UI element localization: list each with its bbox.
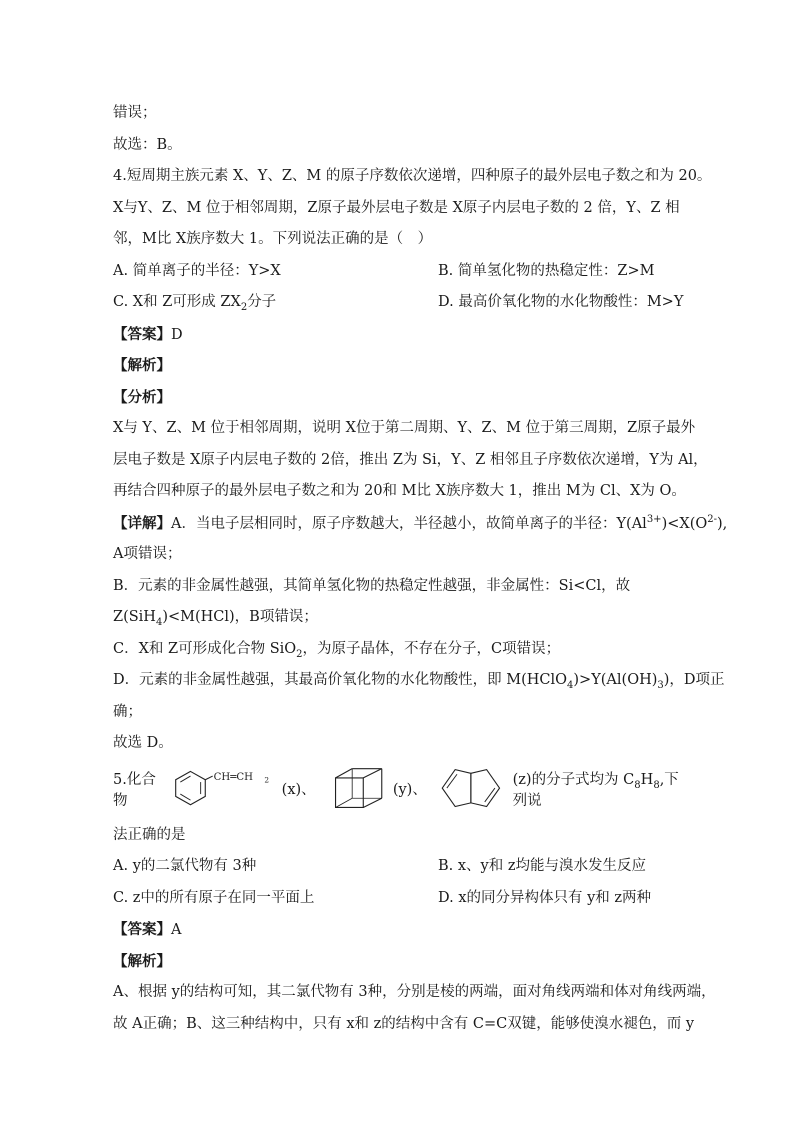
q4-fenxi-line-1: X与 Y、Z、M 位于相邻周期，说明 X位于第二周期、Y、Z、M 位于第三周期，Z原子最外 — [113, 420, 696, 436]
q4-detail-a-line-2: A项错误； — [113, 546, 182, 562]
q4-detail-d-line-1: D．元素的非金属性越强，其最高价氧化物的水化物酸性，即 $M(HClO_4)>Y(Al(OH)_3)$，D项正 — [113, 672, 725, 691]
answer-value: A — [171, 922, 182, 938]
q5-stem-line-2: 法正确的是 — [113, 826, 186, 843]
q4-option-b: B. 简单氢化物的热稳定性：Z>M — [438, 262, 655, 279]
q4-detail-d-line-2: 确； — [113, 703, 142, 720]
q4-choose: 故选 D。 — [113, 735, 173, 751]
q5-options-row-1 — [113, 851, 693, 883]
svg-text:2: 2 — [264, 775, 270, 785]
bicyclic-diene-structure-icon — [433, 766, 509, 812]
q4-detail-c: C．X和 Z可形成化合物 SiO$_2$，为原子晶体，不存在分子，C项错误； — [113, 640, 561, 660]
q4-fenxi-tag: 【分析】 — [113, 388, 171, 406]
q4-fenxi-line-3: 再结合四种原子的最外层电子数之和为 20和 M比 X族序数大 1，推出 M为 Cl、X为 O。 — [113, 483, 686, 499]
q4-option-d: D. 最高价氧化物的水化物酸性：M>Y — [438, 294, 684, 310]
q5-analysis-tag: 【解析】 — [113, 952, 171, 970]
styrene-structure-icon — [172, 764, 274, 814]
q5-label-z: (z)的分子式均为 $C_8H_8$,下列说 — [512, 771, 679, 809]
q5-option-a: A. y的二氯代物有 3种 — [113, 858, 257, 874]
q5-stem-line-1 — [113, 760, 693, 818]
q5-label-x: (x)、 — [281, 782, 316, 798]
styrene-label: CH═CH — [213, 771, 253, 783]
answer-tag: 【答案】 — [113, 921, 171, 938]
q4-stem-line-2: X与Y、Z、M 位于相邻周期，Z原子最外层电子数是 X原子内层电子数的 2 倍，Y、Z 相 — [113, 199, 680, 216]
q5-options-row-2 — [113, 883, 693, 915]
q4-options-row-1 — [113, 256, 693, 288]
q4-detail-b-line-1: B．元素的非金属性越强，其简单氢化物的热稳定性越强，非金属性：Si<Cl，故 — [113, 577, 631, 594]
q4-analysis-tag: 【解析】 — [113, 357, 171, 374]
q4-stem-line-3: 邻，M比 X族序数大 1。下列说法正确的是（ ） — [113, 231, 433, 247]
q5-label-y: (y)、 — [392, 782, 427, 798]
q5-prefix: 5.化合物 — [113, 771, 156, 809]
q4-option-a: A. 简单离子的半径：Y>X — [113, 262, 281, 279]
q4-answer — [113, 319, 693, 351]
q4-detail-b-line-2: Z(SiH$_4$)<M(HCl)，B项错误； — [113, 609, 318, 628]
prev-choice-line: 故选：B。 — [113, 136, 182, 153]
q4-stem-line-1: 4.短周期主族元素 X、Y、Z、M 的原子序数依次递增，四种原子的最外层电子数之和为 20。 — [113, 168, 712, 184]
q5-option-d: D. x的同分异构体只有 y和 z两种 — [438, 889, 652, 906]
prev-text-line: 错误； — [113, 105, 157, 121]
q4-fenxi-line-2: 层电子数是 X原子内层电子数的 2倍，推出 Z为 Si，Y、Z 相邻且子序数依次递增，Y为 Al， — [113, 451, 708, 468]
q5-option-b: B. x、y和 z均能与溴水发生反应 — [438, 858, 646, 874]
cubane-structure-icon — [330, 761, 389, 817]
q4-options-row-2 — [113, 287, 693, 319]
detail-tag: 【详解】 — [113, 514, 171, 532]
document-page — [113, 98, 728, 1040]
q5-analysis-line-2: 故 A正确；B、这三种结构中，只有 x和 z的结构中含有 C=C双键，能够使溴水褪色，而 y — [113, 1015, 695, 1032]
answer-tag: 【答案】 — [113, 325, 171, 343]
answer-value: D — [171, 326, 183, 343]
q4-detail-a: 【详解】A．当电子层相同时，原子序数越大，半径越小，故简单离子的半径：$Y(Al^{3+})<X(O^{2-})$, — [113, 513, 728, 532]
q5-option-c: C. z中的所有原子在同一平面上 — [113, 889, 315, 906]
q5-answer — [113, 914, 693, 946]
q5-analysis-line-1: A、根据 y的结构可知，其二氯代物有 3种，分别是棱的两端，面对角线两端和体对角线两端， — [113, 984, 716, 1000]
q4-option-c: C. X和 Z可形成 $ZX_2$分子 — [113, 294, 277, 313]
